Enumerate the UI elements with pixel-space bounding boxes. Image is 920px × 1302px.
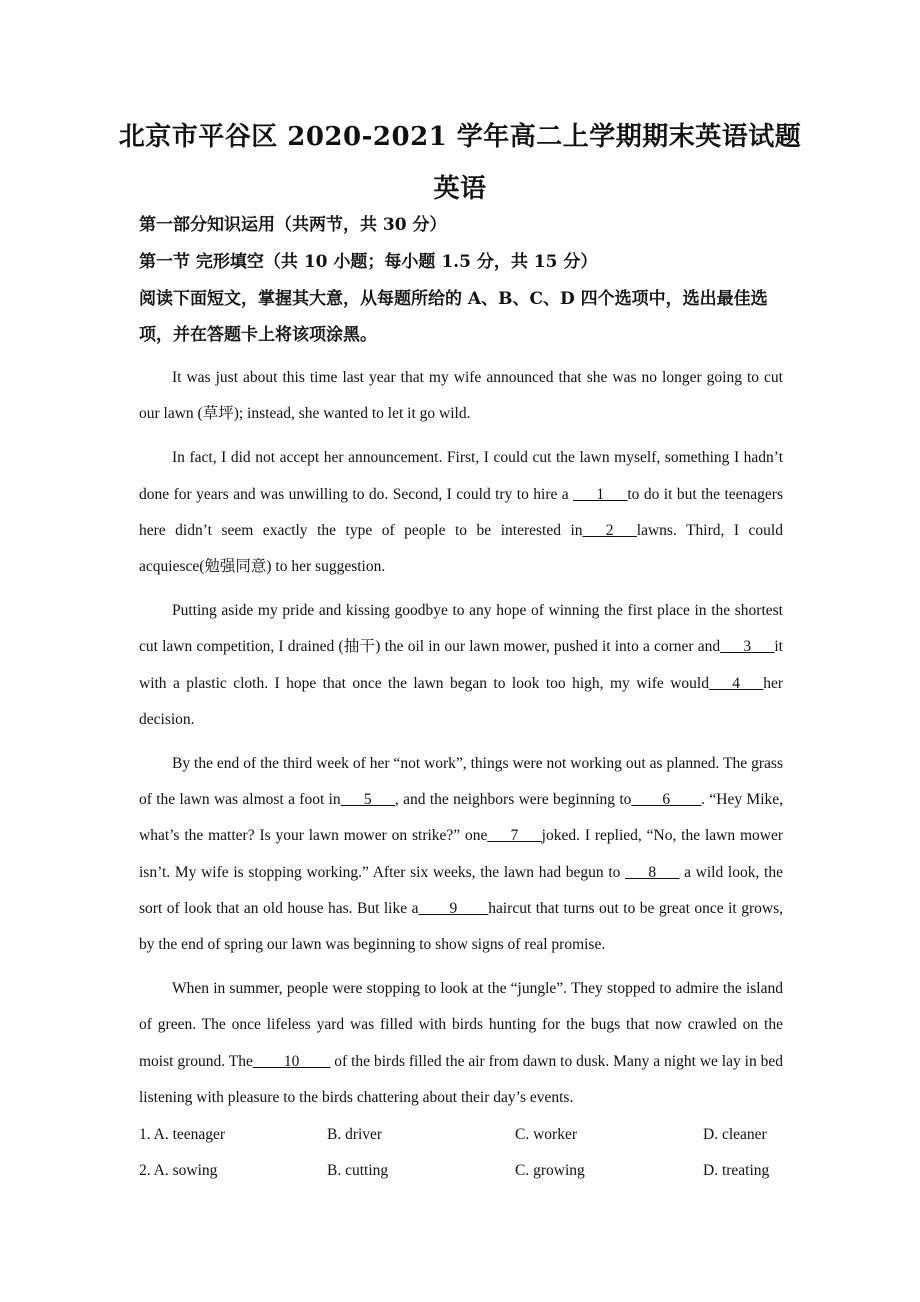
paragraph-text: to do it but the teenagers here didn’t seem exactly the type of people to be interested in bbox=[139, 485, 783, 539]
blank-6: ____6____ bbox=[631, 791, 702, 809]
paragraph-text: haircut that turns out to be great once it grows, by the end of spring our lawn was beginning to show signs of real promise. bbox=[139, 899, 783, 954]
cloze-passage bbox=[139, 360, 783, 1124]
paragraph-4 bbox=[139, 746, 783, 963]
paragraph-text: her decision. bbox=[139, 674, 783, 728]
option-b: B. cutting bbox=[327, 1162, 389, 1179]
paragraph-text: joked. I replied, “No, the lawn mower isn’t. My wife is stopping working.” After six weeks, the lawn had begun to bbox=[139, 827, 783, 881]
option-a: 1. A. teenager bbox=[139, 1126, 226, 1143]
blank-9: ____9____ bbox=[418, 899, 489, 917]
paragraph-text: . “Hey Mike, what’s the matter? Is your lawn mower on strike?” one bbox=[139, 791, 784, 845]
option-c: C. worker bbox=[515, 1126, 577, 1143]
blank-3: ___3___ bbox=[720, 638, 775, 656]
blank-8: ___8___ bbox=[625, 863, 680, 881]
question-1-options bbox=[139, 1117, 789, 1153]
paragraph-text: It was just about this time last year that my wife announced that she was no longer going to cut our lawn (草坪); instead, she wanted to let it go wild. bbox=[139, 369, 783, 423]
option-b: B. driver bbox=[327, 1126, 383, 1143]
question-2-options bbox=[139, 1153, 789, 1189]
instruction-text: 阅读下面短文，掌握其大意，从每题所给的 A、B、C、D 四个选项中，选出最佳选项，并在答题卡上将该项涂黑。 bbox=[139, 289, 768, 345]
blank-5: ___5___ bbox=[340, 791, 395, 809]
paragraph-text: When in summer, people were stopping to look at the “jungle”. They stopped to admire the island of green. The once lifeless yard was filled with birds hunting for the bugs that now crawled on the moist ground. The bbox=[139, 980, 783, 1070]
option-a: 2. A. sowing bbox=[139, 1162, 218, 1179]
exam-title: 北京市平谷区 2020-2021 学年高二上学期期末英语试题 bbox=[118, 122, 802, 152]
blank-7: ___7___ bbox=[487, 827, 542, 845]
blank-4: ___4___ bbox=[708, 674, 764, 692]
option-d: D. cleaner bbox=[703, 1126, 767, 1143]
paragraph-text: lawns. Third, I could acquiesce(勉强同意) to her suggestion. bbox=[139, 521, 783, 576]
paragraph-text: of the birds filled the air from dawn to dusk. Many a night we lay in bed listening with pleasure to the birds chattering about their day’s events. bbox=[139, 1052, 784, 1106]
paragraph-text: , and the neighbors were beginning to bbox=[394, 791, 632, 809]
subsection-heading: 第一节 完形填空（共 10 小题；每小题 1.5 分，共 15 分） bbox=[139, 252, 598, 272]
paragraph-text: By the end of the third week of her “not work”, things were not working out as planned. The grass of the lawn was almost a foot in bbox=[139, 755, 783, 809]
paragraph-3 bbox=[139, 593, 783, 738]
paragraph-5 bbox=[139, 971, 783, 1116]
option-d: D. treating bbox=[703, 1162, 770, 1179]
paragraph-1 bbox=[139, 360, 783, 432]
paragraph-text: a wild look, the sort of look that an old house has. But like a bbox=[139, 863, 783, 917]
section-heading: 第一部分知识运用（共两节，共 30 分） bbox=[139, 215, 447, 235]
option-c: C. growing bbox=[515, 1162, 585, 1179]
answer-options bbox=[139, 1117, 789, 1189]
exam-subject: 英语 bbox=[433, 174, 487, 204]
paragraph-text: Putting aside my pride and kissing goodbye to any hope of winning the first place in the shortest cut lawn competition, I drained (抽干) the oil in our lawn mower, pushed it into a corner and bbox=[139, 602, 783, 656]
blank-10: ____10____ bbox=[252, 1052, 331, 1070]
paragraph-text: In fact, I did not accept her announcement. First, I could cut the lawn myself, something I hadn’t done for years and was unwilling to do. Second, I could try to hire a bbox=[139, 449, 783, 503]
paragraph-text: it with a plastic cloth. I hope that once the lawn began to look too high, my wife would bbox=[139, 638, 783, 692]
blank-1: ___1___ bbox=[573, 485, 628, 503]
blank-2: ___2___ bbox=[582, 521, 637, 539]
paragraph-2 bbox=[139, 440, 783, 585]
